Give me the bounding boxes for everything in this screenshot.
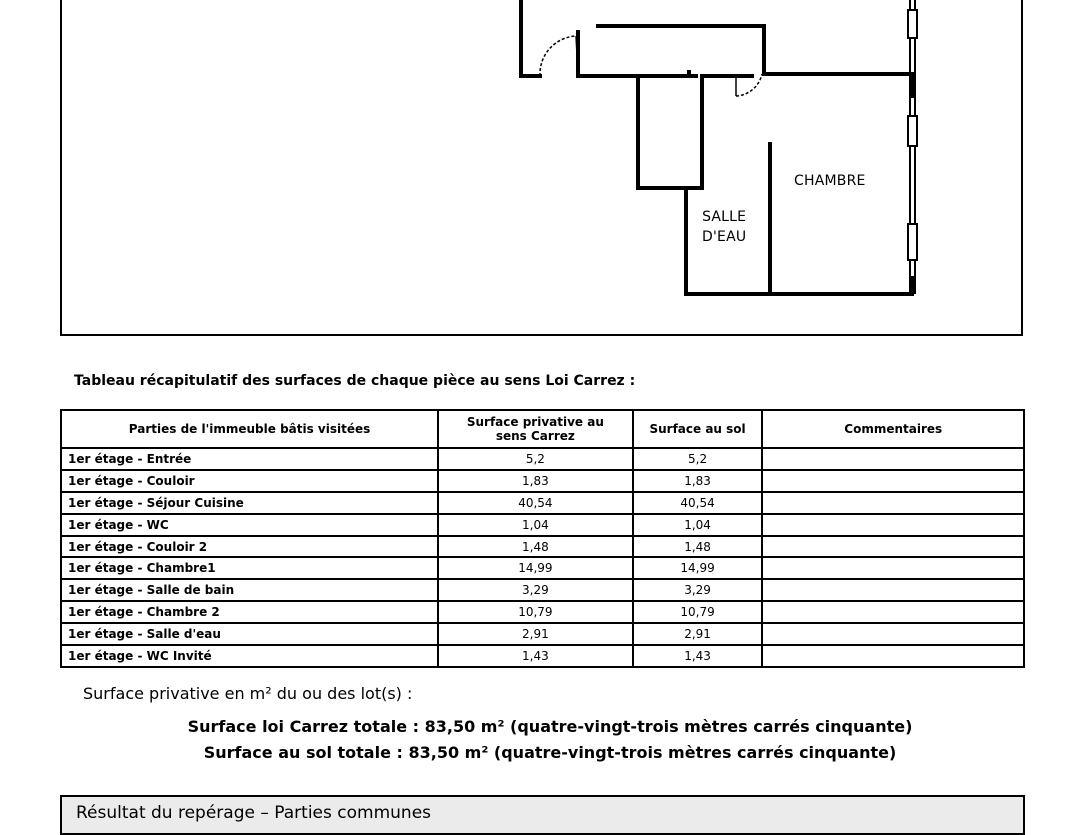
row-comment xyxy=(762,536,1024,558)
result-section-header xyxy=(60,795,1025,835)
row-carrez: 2,91 xyxy=(438,623,633,645)
row-name: 1er étage - Salle de bain xyxy=(61,579,438,601)
row-comment xyxy=(762,623,1024,645)
row-sol: 1,43 xyxy=(633,645,763,667)
row-name: 1er étage - Séjour Cuisine xyxy=(61,492,438,514)
row-sol: 5,2 xyxy=(633,448,763,470)
table-row xyxy=(61,579,1024,601)
summary-carrez-total: Surface loi Carrez totale : 83,50 m² (quatre-vingt-trois mètres carrés cinquante) xyxy=(187,717,913,736)
summary-sol-total: Surface au sol totale : 83,50 m² (quatre-vingt-trois mètres carrés cinquante) xyxy=(203,743,897,762)
table-row xyxy=(61,514,1024,536)
row-sol: 1,48 xyxy=(633,536,763,558)
row-name: 1er étage - Entrée xyxy=(61,448,438,470)
table-row xyxy=(61,601,1024,623)
header-carrez xyxy=(438,410,633,448)
row-carrez: 14,99 xyxy=(438,557,633,579)
header-commentaires: Commentaires xyxy=(762,410,1024,448)
table-header-row xyxy=(61,410,1024,448)
row-comment xyxy=(762,601,1024,623)
table-row xyxy=(61,645,1024,667)
row-carrez: 1,04 xyxy=(438,514,633,536)
room-label-salle-eau xyxy=(702,207,746,247)
floor-plan-drawing xyxy=(62,0,1023,336)
row-sol: 2,91 xyxy=(633,623,763,645)
row-comment xyxy=(762,579,1024,601)
row-sol: 1,83 xyxy=(633,470,763,492)
floor-plan xyxy=(60,0,1023,336)
row-carrez: 3,29 xyxy=(438,579,633,601)
row-comment xyxy=(762,492,1024,514)
row-name: 1er étage - Couloir xyxy=(61,470,438,492)
room-label-salle-eau-line1: SALLE xyxy=(702,209,747,225)
header-carrez-line1: Surface privative au xyxy=(466,415,604,429)
row-comment xyxy=(762,557,1024,579)
row-name: 1er étage - Chambre 2 xyxy=(61,601,438,623)
table-row xyxy=(61,623,1024,645)
row-carrez: 40,54 xyxy=(438,492,633,514)
row-name: 1er étage - Couloir 2 xyxy=(61,536,438,558)
row-name: 1er étage - WC xyxy=(61,514,438,536)
surfaces-table xyxy=(60,409,1025,668)
row-name: 1er étage - WC Invité xyxy=(61,645,438,667)
table-row xyxy=(61,557,1024,579)
result-heading: Résultat du repérage – Parties communes xyxy=(76,803,432,823)
header-parties: Parties de l'immeuble bâtis visitées xyxy=(61,410,438,448)
room-label-chambre: CHAMBRE xyxy=(794,173,866,189)
row-name: 1er étage - Salle d'eau xyxy=(61,623,438,645)
room-label-salle-eau-line2: D'EAU xyxy=(702,229,747,245)
row-carrez: 1,48 xyxy=(438,536,633,558)
row-sol: 40,54 xyxy=(633,492,763,514)
row-carrez: 1,83 xyxy=(438,470,633,492)
header-sol: Surface au sol xyxy=(633,410,763,448)
row-carrez: 10,79 xyxy=(438,601,633,623)
row-carrez: 1,43 xyxy=(438,645,633,667)
table-row xyxy=(61,470,1024,492)
row-sol: 1,04 xyxy=(633,514,763,536)
header-carrez-line2: sens Carrez xyxy=(495,429,575,443)
summary-intro: Surface privative en m² du ou des lot(s) : xyxy=(83,684,413,703)
table-row xyxy=(61,492,1024,514)
row-sol: 3,29 xyxy=(633,579,763,601)
row-name: 1er étage - Chambre1 xyxy=(61,557,438,579)
row-comment xyxy=(762,514,1024,536)
row-sol: 10,79 xyxy=(633,601,763,623)
table-row xyxy=(61,536,1024,558)
row-comment xyxy=(762,448,1024,470)
row-comment xyxy=(762,645,1024,667)
table-title: Tableau récapitulatif des surfaces de chaque pièce au sens Loi Carrez : xyxy=(74,373,636,389)
row-comment xyxy=(762,470,1024,492)
row-sol: 14,99 xyxy=(633,557,763,579)
table-row xyxy=(61,448,1024,470)
row-carrez: 5,2 xyxy=(438,448,633,470)
